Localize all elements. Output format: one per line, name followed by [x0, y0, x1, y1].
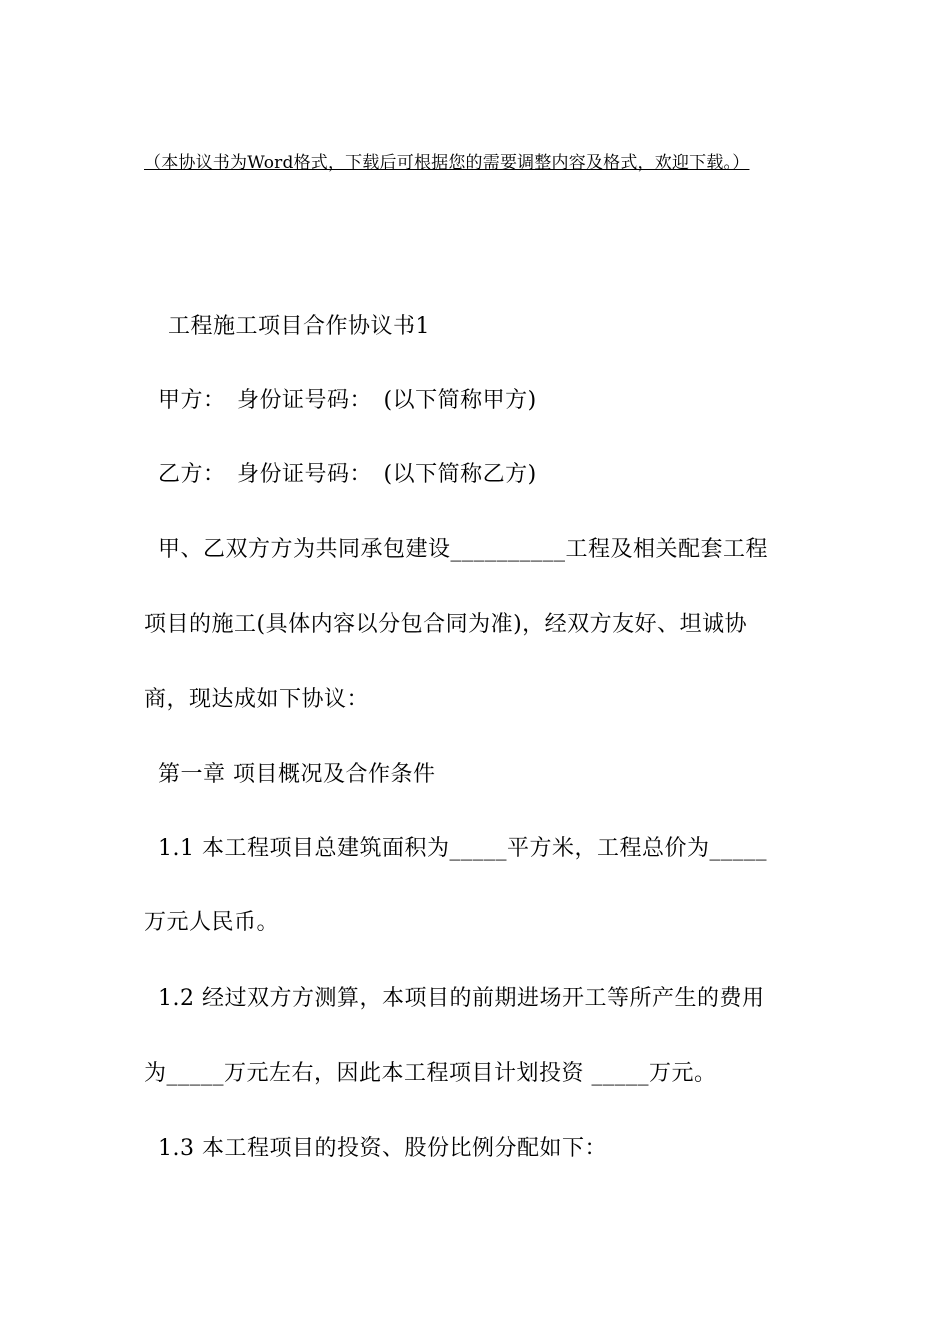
chapter-heading: 第一章 项目概况及合作条件: [158, 762, 436, 787]
clause-1-2-line-2: 为_____万元左右，因此本工程项目计划投资 _____万元。: [144, 1061, 717, 1086]
party-a-line: 甲方： 身份证号码： (以下简称甲方): [158, 388, 537, 413]
party-b-line: 乙方： 身份证号码： (以下简称乙方): [158, 462, 537, 487]
intro-line-1: 甲、乙双方方为共同承包建设__________工程及相关配套工程: [158, 537, 769, 562]
format-notice: （本协议书为Word格式，下载后可根据您的需要调整内容及格式，欢迎下载。）: [144, 153, 750, 173]
document-title: 工程施工项目合作协议书1: [168, 314, 430, 339]
clause-1-2-line-1: 1.2 经过双方方测算，本项目的前期进场开工等所产生的费用: [158, 986, 765, 1011]
clause-1-1-line-1: 1.1 本工程项目总建筑面积为_____平方米，工程总价为_____: [158, 836, 767, 861]
clause-1-1-line-2: 万元人民币。: [144, 910, 280, 935]
clause-1-3: 1.3 本工程项目的投资、股份比例分配如下：: [158, 1136, 607, 1161]
intro-line-2: 项目的施工(具体内容以分包合同为准)，经双方友好、坦诚协: [144, 612, 748, 637]
intro-line-3: 商，现达成如下协议：: [144, 687, 370, 712]
